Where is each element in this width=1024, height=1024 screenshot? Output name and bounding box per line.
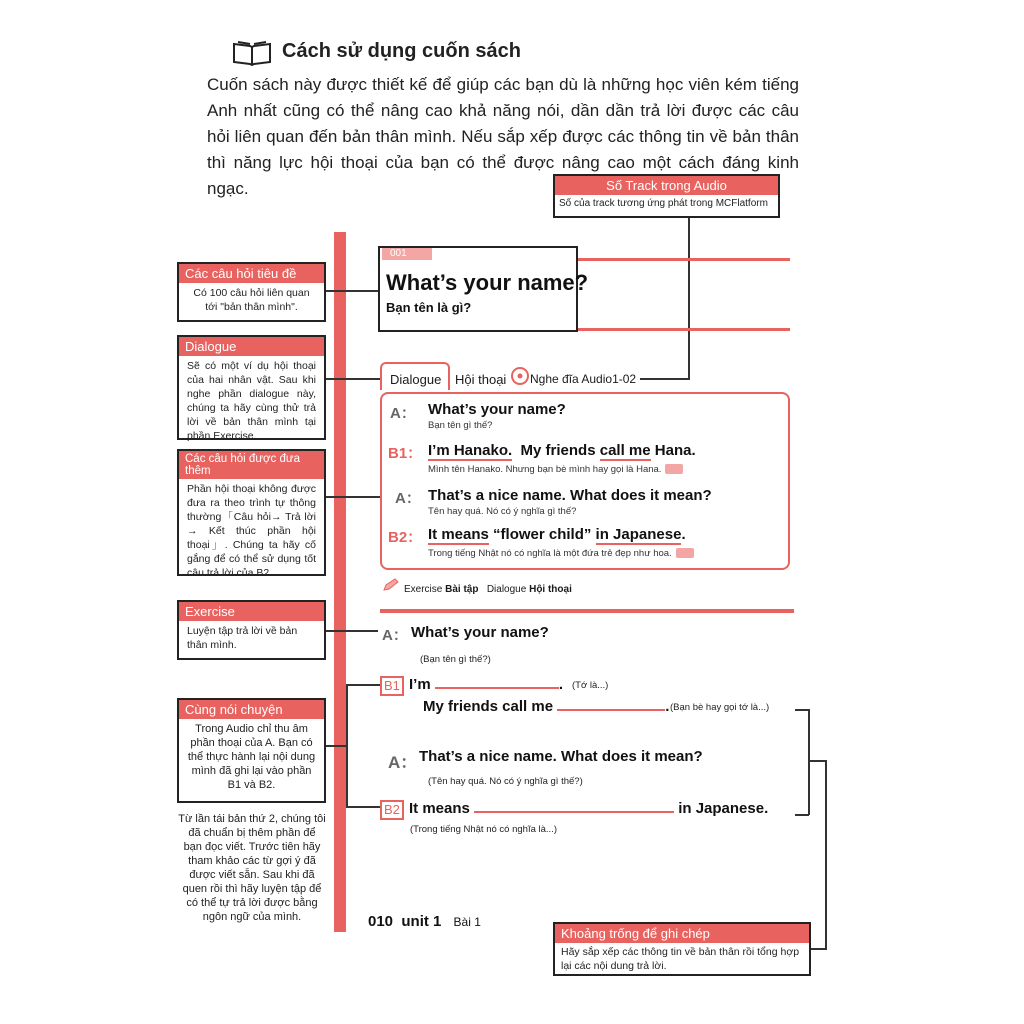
b1-phrase-4: Hana. [650,442,696,459]
b2-phrase-3: in Japanese [595,526,682,543]
pointing-hand-icon-2 [676,548,694,558]
dialogue-b1-en [428,442,696,459]
legend-dialogue-vn: Hội thoại [529,584,572,595]
legend-line [404,584,572,595]
page-number: 010 [368,913,394,930]
answer-blank-nickname[interactable] [557,709,665,711]
exercise-b2-line [409,800,768,817]
callout-extra-title: Các câu hỏi được đưa thêm [179,451,324,479]
exercise-b1-line1 [409,676,563,693]
question-vietnamese: Bạn tên là gì? [386,300,472,315]
audio-track-label: Nghe đĩa Audio1-02 [530,372,637,386]
dialogue-b1-vn: Mình tên Hanako. Nhưng bạn bè mình hay gọi là Hana. [428,464,662,475]
exercise-speaker-a2: A： [388,753,418,772]
callout-notes-space [553,922,811,976]
callout-dialogue [177,335,326,440]
b1-phrase-2: My friends [520,442,600,459]
exercise-b2-prefix: It means [409,800,470,817]
b1-phrase-3: call me [599,442,651,459]
audio-disc-icon [510,366,530,386]
callout-talk-text: Trong Audio chỉ thu âm phần thoại của A. Bạn có thể thực hành lại nội dung mình đã ghi lại vào phần B1 và B2. [187,723,316,791]
unit-label: unit 1 [401,913,442,930]
speaker-b2: B2： [388,529,423,546]
lesson-number: 001 [382,248,432,260]
dialogue-b2-en [428,526,686,543]
dialogue-a1-en: What’s your name? [428,401,566,418]
page-title: Cách sử dụng cuốn sách [282,40,521,62]
pencil-icon [382,578,400,592]
callout-notes-text: Hãy sắp xếp các thông tin về bản thân rồi tổng hợp lại các nội dung trả lời. [561,946,800,972]
callout-questions [177,262,326,322]
speaker-a2: A： [395,490,421,507]
answer-blank-name[interactable] [435,687,559,689]
dialogue-tab: Dialogue [380,362,450,390]
exercise-b1-label: B1 [380,676,404,696]
exercise-b1-line2-text: My friends call me [423,698,554,715]
open-book-icon [232,40,272,66]
callout-track-title: Số Track trong Audio [555,176,778,195]
exercise-b2-label-wrap [380,800,404,820]
exercise-b1-hint2: (Bạn bè hay gọi tớ là...) [670,702,770,713]
exercise-b1-line2 [423,698,669,715]
callout-note-text: Từ lần tái bản thứ 2, chúng tôi đã chuẩn bị thêm phần để bạn đọc viết. Trước tiên hãy tham khảo các từ gợi ý đã được viết sẵn. Sau khi đã quen rồi thì hãy luyện tập để có thể tự trả lời được bằng ngôn ngữ của mình. [178,813,326,923]
speaker-a1: A： [390,405,416,422]
callout-dialogue-text: Sẽ có một ví dụ hội thoại của hai nhân vật. Sau khi nghe phần dialogue này, chúng ta hãy cùng thử trả lời về bản thân mình tại phần Exercise. [187,360,316,442]
exercise-a1-vn: (Bạn tên gì thế?) [420,654,491,665]
question-english: What’s your name? [386,270,589,295]
page-footer [368,913,481,930]
callout-exercise-title: Exercise [179,602,324,621]
pointing-hand-icon [665,464,683,474]
callout-dialogue-title: Dialogue [179,337,324,356]
callout-talk [177,698,326,803]
b1-phrase-1: I’m Hanako. [428,442,513,459]
legend-dialogue: Dialogue [486,584,527,595]
dialogue-b2-vn: Trong tiếng Nhật nó có nghĩa là một đứa trẻ đẹp như hoa. [428,548,672,559]
callout-questions-text: Có 100 câu hỏi liên quan tới "bản thân mình". [193,287,310,313]
dialogue-a1-vn: Bạn tên gì thế? [428,420,493,431]
lesson-label: Bài 1 [453,915,481,929]
exercise-b2-hint: (Trong tiếng Nhật nó có nghĩa là...) [410,824,557,835]
exercise-b2-suffix: in Japanese. [678,800,769,817]
callout-exercise-text: Luyện tập trả lời về bản thân mình. [187,625,298,651]
callout-questions-title: Các câu hỏi tiêu đề [179,264,324,283]
dialogue-b2-vn-wrap [428,548,694,559]
legend-exercise-vn: Bài tập [445,584,479,595]
answer-blank-meaning[interactable] [474,811,674,813]
exercise-b1-hint: (Tớ là...) [572,680,609,691]
callout-exercise [177,600,326,660]
b2-phrase-2: “flower child” [488,526,596,543]
exercise-a2-en: That’s a nice name. What does it mean? [419,748,703,765]
dialogue-label-vn: Hội thoại [455,372,507,387]
callout-track [553,174,780,218]
dialogue-a2-en: That’s a nice name. What does it mean? [428,487,712,504]
dot: . [558,676,564,693]
exercise-b2-label: B2 [380,800,404,820]
speaker-b1: B1： [388,445,423,462]
callout-talk-title: Cùng nói chuyện [179,700,324,719]
exercise-a1-en: What’s your name? [411,624,549,641]
callout-track-text: Số của track tương ứng phát trong MCFlatform [559,198,768,209]
callout-notes-title: Khoảng trống để ghi chép [555,924,809,943]
dot-2: . [665,698,670,715]
b2-phrase-1: It means [428,526,489,543]
exercise-a2-vn: (Tên hay quá. Nó có ý nghĩa gì thế?) [428,776,583,787]
legend-exercise: Exercise [404,584,443,595]
exercise-b1-label-wrap [380,676,404,696]
dialogue-b1-vn-wrap [428,464,683,475]
callout-extra-questions [177,449,326,579]
callout-extra-text: Phần hội thoại không được đưa ra theo trình tự thông thường「Câu hỏi→ Trả lời → Kết thúc phần hội thoại」. Chúng ta hãy cố gắng để có thể sử dụng tốt câu trả lời của B2. [187,483,316,579]
exercise-b1-prefix: I’m [409,676,431,693]
intro-paragraph: Cuốn sách này được thiết kế để giúp các bạn dù là những học viên kém tiếng Anh nhất cũng có thể nâng cao khả năng nói, dần dần trả lời được các câu hỏi liên quan đến bản thân mình. Nếu sắp xếp được các thông tin về bản thân thì năng lực hội thoại của bạn có thể được nâng cao một cách đáng kinh ngạc. [207,75,799,198]
b2-phrase-4: . [681,526,686,543]
exercise-speaker-a1: A： [382,627,408,644]
binding-bar [334,232,346,932]
dialogue-a2-vn: Tên hay quá. Nó có ý nghĩa gì thế? [428,506,577,517]
